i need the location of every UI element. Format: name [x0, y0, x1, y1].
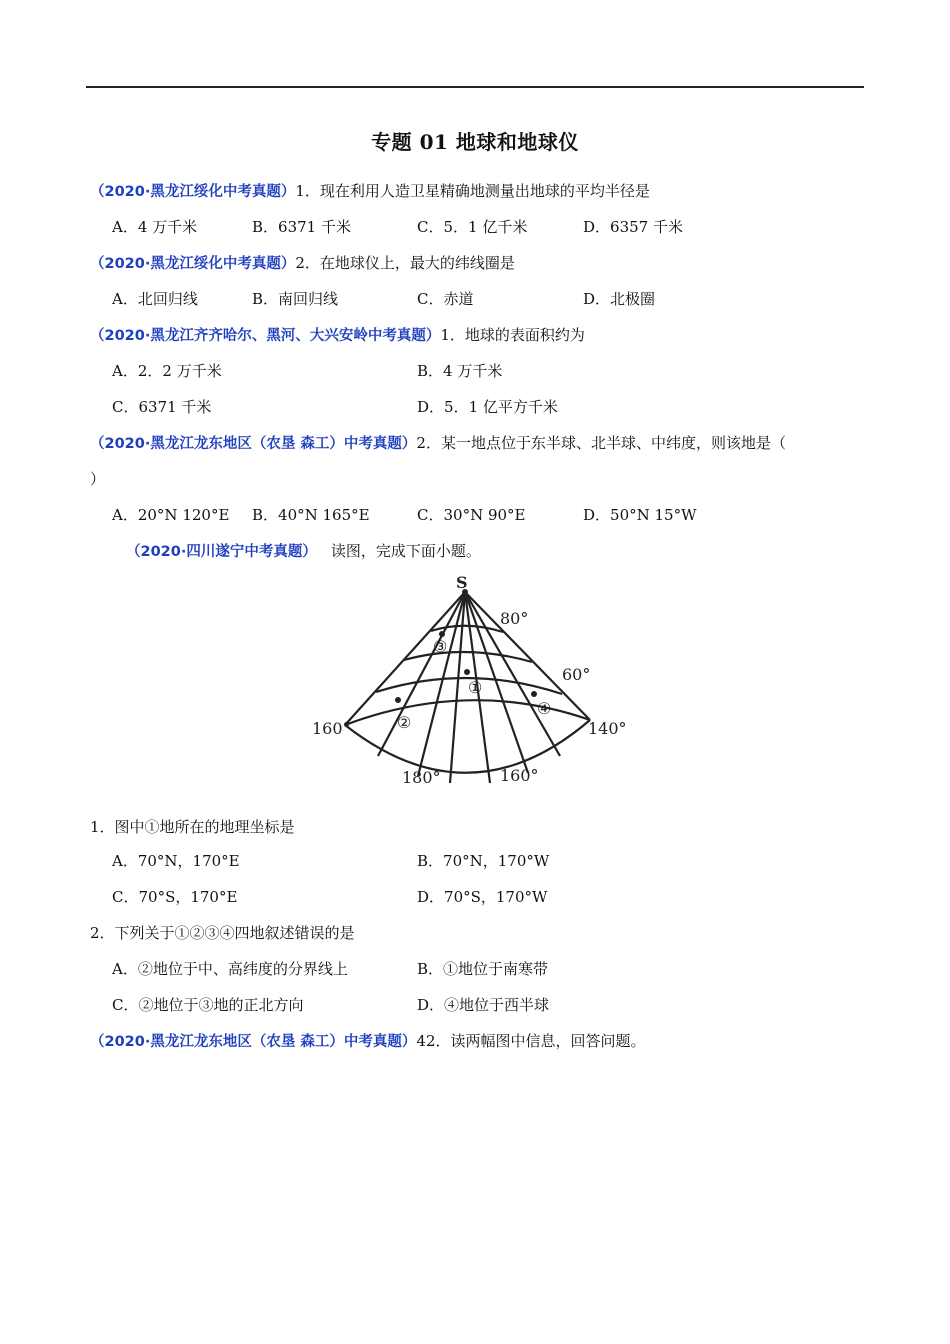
question-block-2	[90, 252, 515, 275]
question-block-5	[126, 540, 481, 563]
point-1-dot	[464, 669, 470, 675]
question-stem-continuation: ）	[90, 470, 106, 488]
option-d: D．50°N 15°W	[583, 506, 697, 524]
latitude-label-60: 60°	[562, 665, 591, 684]
source-tag: （2020·四川遂宁中考真题）	[126, 544, 317, 560]
option-a: A．4 万千米	[112, 218, 198, 236]
question-stem: 1．地球的表面积约为	[440, 326, 585, 344]
source-tag: （2020·黑龙江绥化中考真题）	[90, 256, 296, 272]
option-b: B．70°N，170°W	[417, 852, 550, 870]
option-c: C．赤道	[417, 290, 474, 308]
header-rule	[86, 86, 864, 88]
option-d: D．④地位于西半球	[417, 996, 550, 1014]
option-d: D．70°S，170°W	[417, 888, 548, 906]
question-stem: 读图，完成下面小题。	[330, 542, 481, 560]
question-stem: 42．读两幅图中信息，回答问题。	[416, 1032, 646, 1050]
option-d: D．6357 千米	[583, 218, 683, 236]
source-tag: （2020·黑龙江绥化中考真题）	[90, 184, 296, 200]
sub-question-2: 2．下列关于①②③④四地叙述错误的是	[90, 924, 355, 942]
option-d: D．北极圈	[583, 290, 656, 308]
option-d: D．5．1 亿平方千米	[417, 398, 558, 416]
polar-map-figure	[300, 568, 650, 798]
pole-label: S	[456, 573, 468, 592]
longitude-label-160-bottom: 160°	[500, 766, 539, 785]
latitude-label-80: 80°	[500, 609, 529, 628]
option-b: B．40°N 165°E	[252, 506, 370, 524]
point-4-dot	[531, 691, 537, 697]
option-c: C．②地位于③地的正北方向	[112, 996, 304, 1014]
question-stem: 1．现在利用人造卫星精确地测量出地球的平均半径是	[295, 182, 650, 200]
option-a: A．②地位于中、高纬度的分界线上	[112, 960, 348, 978]
option-c: C．70°S，170°E	[112, 888, 238, 906]
option-c: C．6371 千米	[112, 398, 212, 416]
source-tag: （2020·黑龙江齐齐哈尔、黑河、大兴安岭中考真题）	[90, 328, 441, 344]
question-block-3	[90, 324, 585, 347]
longitude-label-140-right: 140°	[588, 719, 627, 738]
question-stem: 2．某一地点位于东半球、北半球、中纬度，则该地是（	[416, 434, 786, 452]
page-title: 专题 01 地球和地球仪	[371, 130, 579, 154]
option-a: A．北回归线	[112, 290, 198, 308]
option-b: B．南回归线	[252, 290, 339, 308]
point-2-label: ②	[397, 713, 412, 732]
longitude-label-160-left: 160°	[312, 719, 351, 738]
option-b: B．4 万千米	[417, 362, 503, 380]
point-2-dot	[395, 697, 401, 703]
option-a: A．2．2 万千米	[112, 362, 222, 380]
option-c: C．5．1 亿千米	[417, 218, 528, 236]
question-block-6	[90, 1030, 646, 1053]
source-tag: （2020·黑龙江龙东地区（农垦 森工）中考真题）	[90, 436, 417, 452]
point-3-label: ③	[433, 637, 448, 656]
parallel-arc	[404, 652, 532, 662]
longitude-label-180: 180°	[402, 768, 441, 787]
outer-boundary-arc	[345, 720, 590, 773]
question-stem: 2．在地球仪上，最大的纬线圈是	[295, 254, 515, 272]
sub-question-1: 1．图中①地所在的地理坐标是	[90, 818, 295, 836]
point-1-label: ①	[468, 678, 483, 697]
polar-map-svg	[300, 568, 650, 798]
option-a: A．70°N，170°E	[112, 852, 240, 870]
question-block-4	[90, 432, 786, 455]
option-c: C．30°N 90°E	[417, 506, 526, 524]
option-b: B．6371 千米	[252, 218, 351, 236]
parallel-arc	[345, 700, 590, 725]
point-4-label: ④	[537, 699, 552, 718]
option-b: B．①地位于南寒带	[417, 960, 549, 978]
option-a: A．20°N 120°E	[112, 506, 230, 524]
question-block-1	[90, 180, 650, 203]
source-tag: （2020·黑龙江龙东地区（农垦 森工）中考真题）	[90, 1034, 417, 1050]
